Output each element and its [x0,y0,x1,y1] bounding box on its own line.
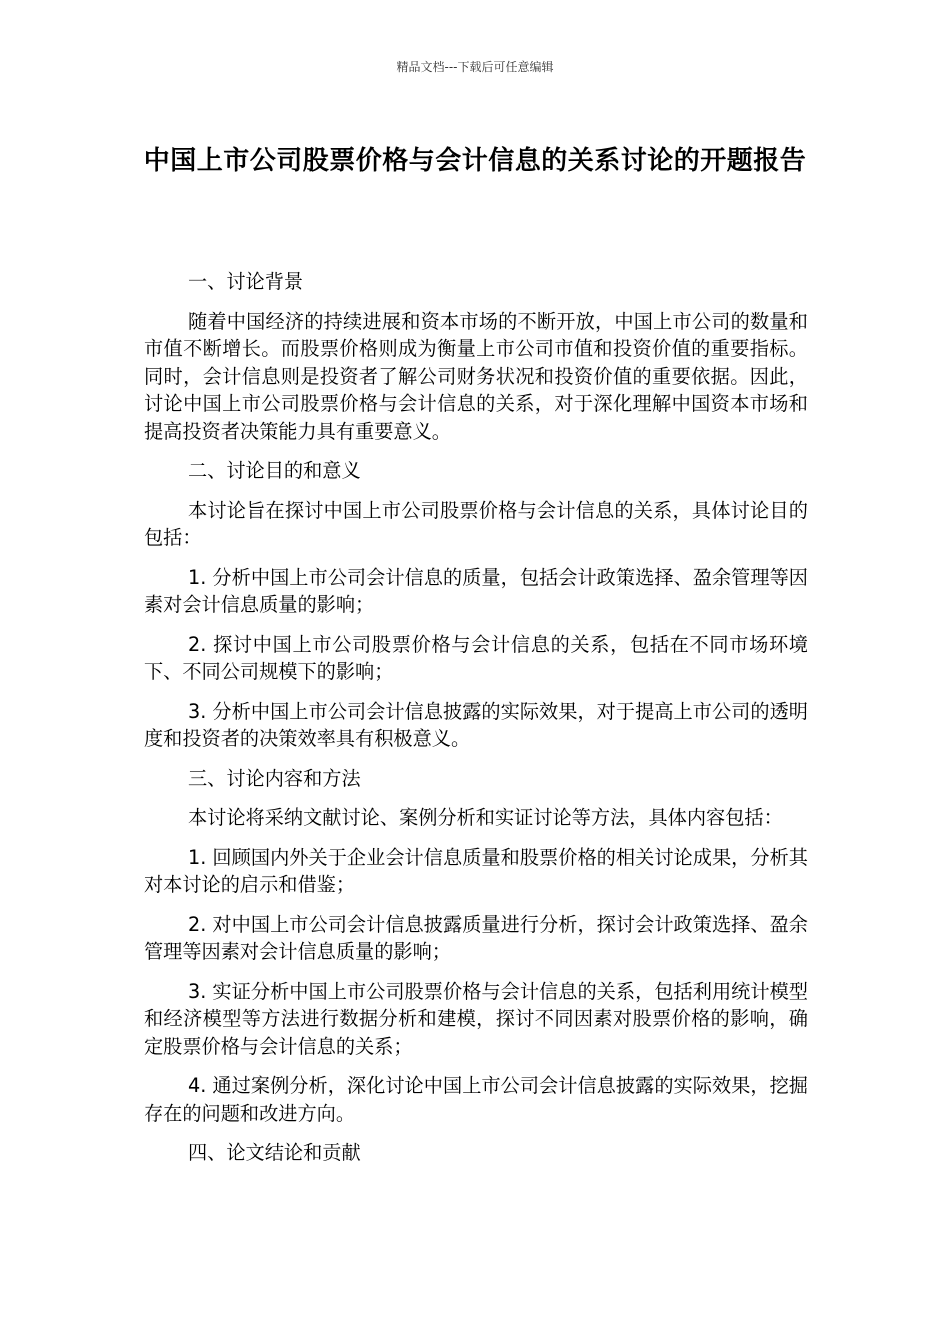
paragraph: 本讨论将采纳文献讨论、案例分析和实证讨论等方法，具体内容包括： [188,806,783,829]
list-item: 4. 通过案例分析，深化讨论中国上市公司会计信息披露的实际效果，挖掘存在的问题和改进方向。 [144,1074,808,1125]
paragraph: 本讨论旨在探讨中国上市公司股票价格与会计信息的关系，具体讨论目的包括： [144,498,808,549]
list-item: 1. 分析中国上市公司会计信息的质量，包括会计政策选择、盈余管理等因素对会计信息质量的影响； [144,565,808,616]
section-heading: 四、论文结论和贡献 [188,1141,361,1164]
document-title: 中国上市公司股票价格与会计信息的关系讨论的开题报告 [143,146,807,176]
section-heading: 二、讨论目的和意义 [188,459,361,482]
list-item: 3. 分析中国上市公司会计信息披露的实际效果，对于提高上市公司的透明度和投资者的决策效率具有积极意义。 [144,699,808,750]
list-item: 3. 实证分析中国上市公司股票价格与会计信息的关系，包括利用统计模型和经济模型等方法进行数据分析和建模，探讨不同因素对股票价格的影响，确定股票价格与会计信息的关系； [144,979,808,1058]
list-item: 1. 回顾国内外关于企业会计信息质量和股票价格的相关讨论成果，分析其对本讨论的启示和借鉴； [144,845,808,896]
section-heading: 三、讨论内容和方法 [188,766,361,790]
list-item: 2. 对中国上市公司会计信息披露质量进行分析，探讨会计政策选择、盈余管理等因素对会计信息质量的影响； [144,912,808,963]
paragraph: 随着中国经济的持续进展和资本市场的不断开放，中国上市公司的数量和市值不断增长。而股票价格则成为衡量上市公司市值和投资价值的重要指标。同时，会计信息则是投资者了解公司财务状况和投资价值的重要依据。因此，讨论中国上市公司股票价格与会计信息的关系，对于深化理解中国资本市场和提高投资者决策能力具有重要意义。 [144,309,808,443]
page-header-note: 精品文档---下载后可任意编辑 [396,60,554,74]
document-body [144,268,808,1179]
section-heading: 一、讨论背景 [188,270,304,293]
list-item: 2. 探讨中国上市公司股票价格与会计信息的关系，包括在不同市场环境下、不同公司规模下的影响； [144,632,808,683]
